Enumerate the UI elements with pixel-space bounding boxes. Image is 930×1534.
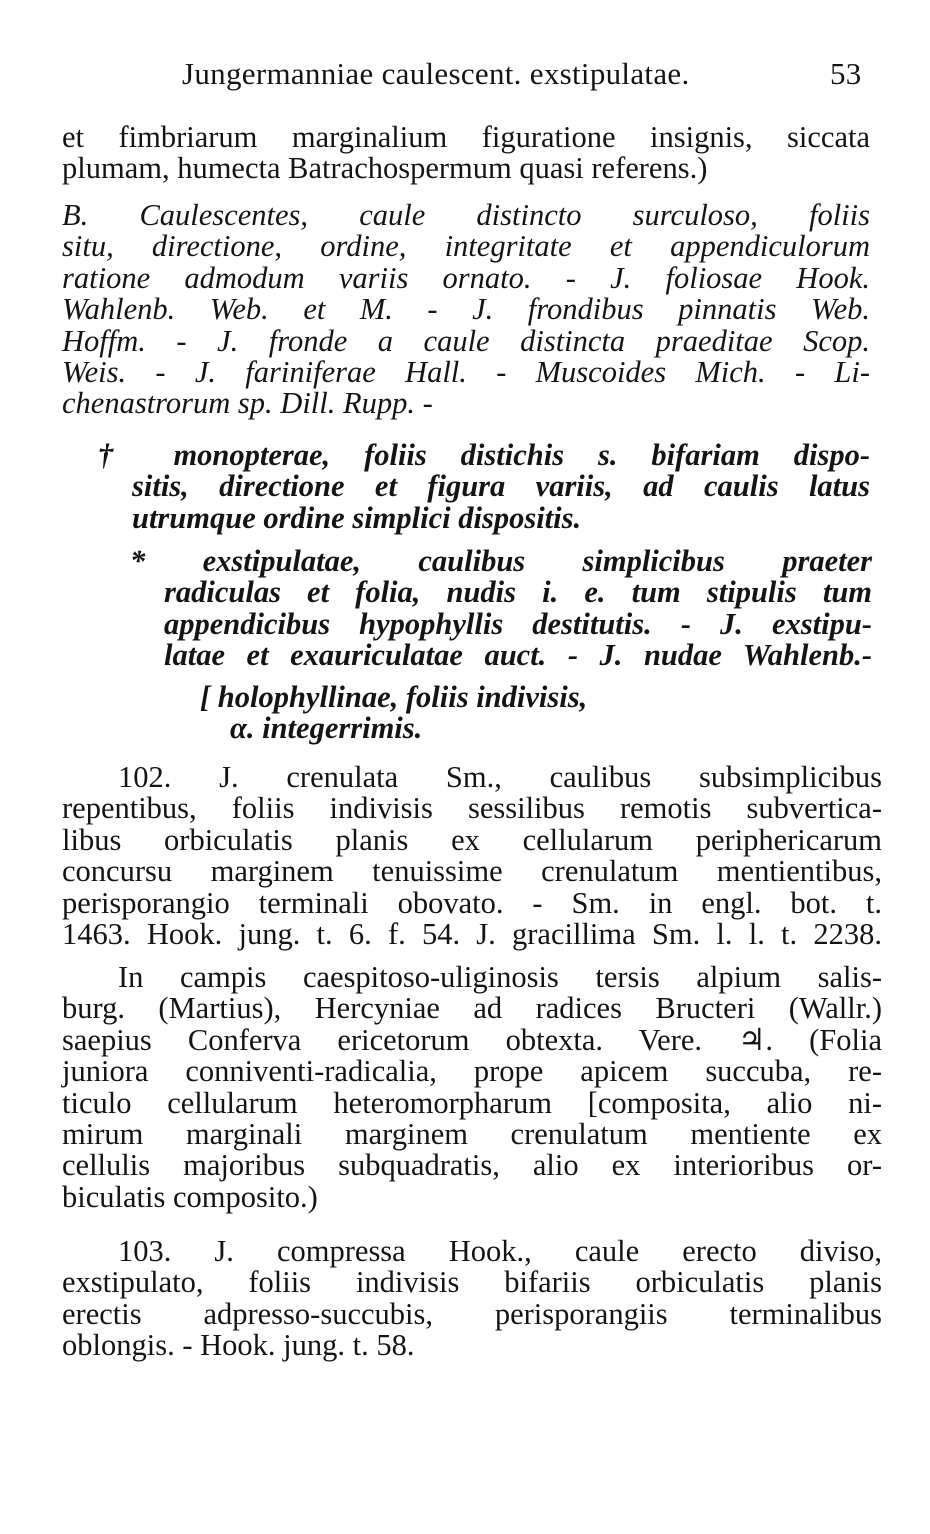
text-line: α. integerrimis. — [230, 711, 423, 746]
monopterae-paragraph — [98, 440, 870, 534]
text-line: mirum marginali marginem crenulatum mentiente ex — [62, 1117, 882, 1152]
text-line: sitis, directione et figura variis, ad caulis latus — [132, 469, 870, 504]
habitat-102-paragraph — [62, 962, 882, 1213]
species-103-paragraph — [62, 1236, 882, 1362]
species-102-paragraph — [62, 762, 882, 950]
text-line: 1463. Hook. jung. t. 6. f. 54. J. gracillima Sm. l. l. t. 2238. — [62, 917, 882, 952]
text-line: ticulo cellularum heteromorpharum [composita, alio ni- — [62, 1085, 882, 1120]
text-line: Weis. - J. fariniferae Hall. - Muscoides Mich. - Li- — [62, 355, 870, 390]
text-line: situ, directione, ordine, integritate et appendiculorum — [62, 229, 870, 264]
text-line: saepius Conferva ericetorum obtexta. Vere. ♃. (Folia — [62, 1022, 882, 1057]
running-title: Jungermanniae caulescent. exstipulatae. — [182, 56, 690, 91]
text-line: chenastrorum sp. Dill. Rupp. - — [62, 386, 433, 421]
text-line: Wahlenb. Web. et M. - J. frondibus pinnatis Web. — [62, 292, 870, 327]
text-line: ratione admodum variis ornato. - J. foliosae Hook. — [62, 260, 870, 295]
text-line: Hoffm. - J. fronde a caule distincta praeditae Scop. — [62, 323, 870, 358]
text-line: exstipulato, foliis indivisis bifariis orbiculatis planis — [62, 1265, 882, 1300]
text-line: oblongis. - Hook. jung. t. 58. — [62, 1328, 415, 1363]
text-line: perisporangio terminali obovato. - Sm. in engl. bot. t. — [62, 885, 882, 920]
text-line: erectis adpresso-succubis, perisporangiis terminalibus — [62, 1296, 882, 1331]
text-line: latae et exauriculatae auct. - J. nudae Wahlenb.- — [164, 638, 872, 673]
text-line: juniora conniventi-radicalia, prope apicem succuba, re- — [62, 1054, 882, 1089]
text-line: [ holophyllinae, foliis indivisis, — [200, 680, 588, 714]
text-line: † monopterae, foliis distichis s. bifariam dispo- — [98, 438, 870, 472]
text-line: 102. J. crenulata Sm., caulibus subsimplicibus — [118, 760, 882, 794]
text-line: 103. J. compressa Hook., caule erecto diviso, — [118, 1234, 882, 1268]
text-line: libus orbiculatis planis ex cellularum periphericarum — [62, 822, 882, 857]
text-line: radiculas et folia, nudis i. e. tum stipulis tum — [164, 575, 872, 610]
text-line: In campis caespitoso-uliginosis tersis alpium salis- — [118, 960, 882, 994]
page-number: 53 — [830, 56, 862, 91]
holophyllinae-paragraph — [200, 682, 720, 745]
text-line: repentibus, foliis indivisis sessilibus remotis subvertica- — [62, 791, 882, 826]
intro-paragraph — [62, 122, 870, 185]
running-header — [182, 56, 882, 92]
text-line: utrumque ordine simplici dispositis. — [132, 500, 582, 535]
text-line: appendicibus hypophyllis destitutis. - J. exstipu- — [164, 606, 872, 641]
text-line: burg. (Martius), Hercyniae ad radices Bructeri (Wallr.) — [62, 991, 882, 1026]
text-line: cellulis majoribus subquadratis, alio ex interioribus or- — [62, 1148, 882, 1183]
text-line: B. Caulescentes, caule distincto surculoso, foliis — [62, 198, 870, 232]
text-line: et fimbriarum marginalium figuratione insignis, siccata — [62, 120, 870, 154]
text-line: biculatis composito.) — [62, 1179, 318, 1214]
text-line: * exstipulatae, caulibus simplicibus praeter — [130, 544, 872, 578]
exstipulatae-paragraph — [130, 546, 872, 672]
text-line: plumam, humecta Batrachospermum quasi referens.) — [62, 151, 708, 186]
section-b-paragraph — [62, 200, 870, 420]
text-line: concursu marginem tenuissime crenulatum mentientibus, — [62, 854, 882, 889]
